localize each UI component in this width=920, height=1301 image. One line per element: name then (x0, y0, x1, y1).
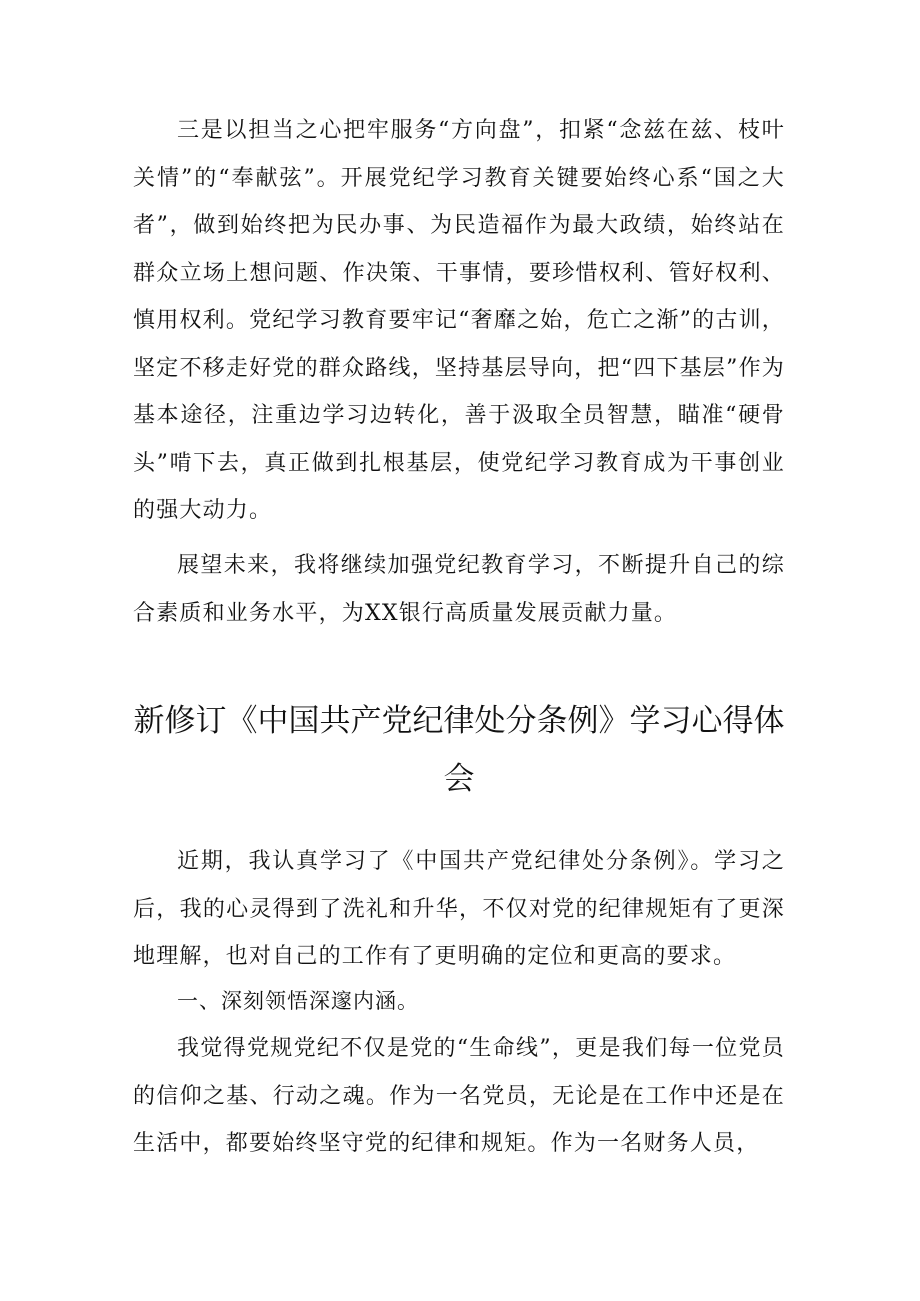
body-paragraph-outlook: 展望未来，我将继续加强党纪教育学习，不断提升自己的综合素质和业务水平，为XX银行高质量发展贡献力量。 (133, 553, 785, 626)
body-paragraph-service: 三是以担当之心把牢服务“方向盘”，扣紧“念兹在兹、枝叶关情”的“奉献弦”。开展党纪学习教育关键要始终心系“国之大者”，做到始终把为民办事、为民造福作为最大政绩，始终站在群众立场上想问题、作决策、干事情，要珍惜权利、管好权利、慎用权利。党纪学习教育要牢记“奢靡之始，危亡之渐”的古训，坚定不移走好党的群众路线，坚持基层导向，把“四下基层”作为基本途径，注重边学习边转化，善于汲取全员智慧，瞄准“硬骨头”啃下去，真正做到扎根基层，使党纪学习教育成为干事创业的强大动力。 (133, 118, 785, 523)
body-paragraph-intro: 近期，我认真学习了《中国共产党纪律处分条例》。学习之后，我的心灵得到了洗礼和升华，不仅对党的纪律规矩有了更深地理解，也对自己的工作有了更明确的定位和更高的要求。 (133, 849, 785, 969)
article-title: 新修订《中国共产党纪律处分条例》学习心得体会 (133, 703, 785, 797)
body-paragraph-discipline: 我觉得党规党纪不仅是党的“生命线”，更是我们每一位党员的信仰之基、行动之魂。作为一名党员，无论是在工作中还是在生活中，都要始终坚守党的纪律和规矩。作为一名财务人员， (133, 1036, 785, 1156)
section-heading: 一、深刻领悟深邃内涵。 (177, 989, 419, 1013)
